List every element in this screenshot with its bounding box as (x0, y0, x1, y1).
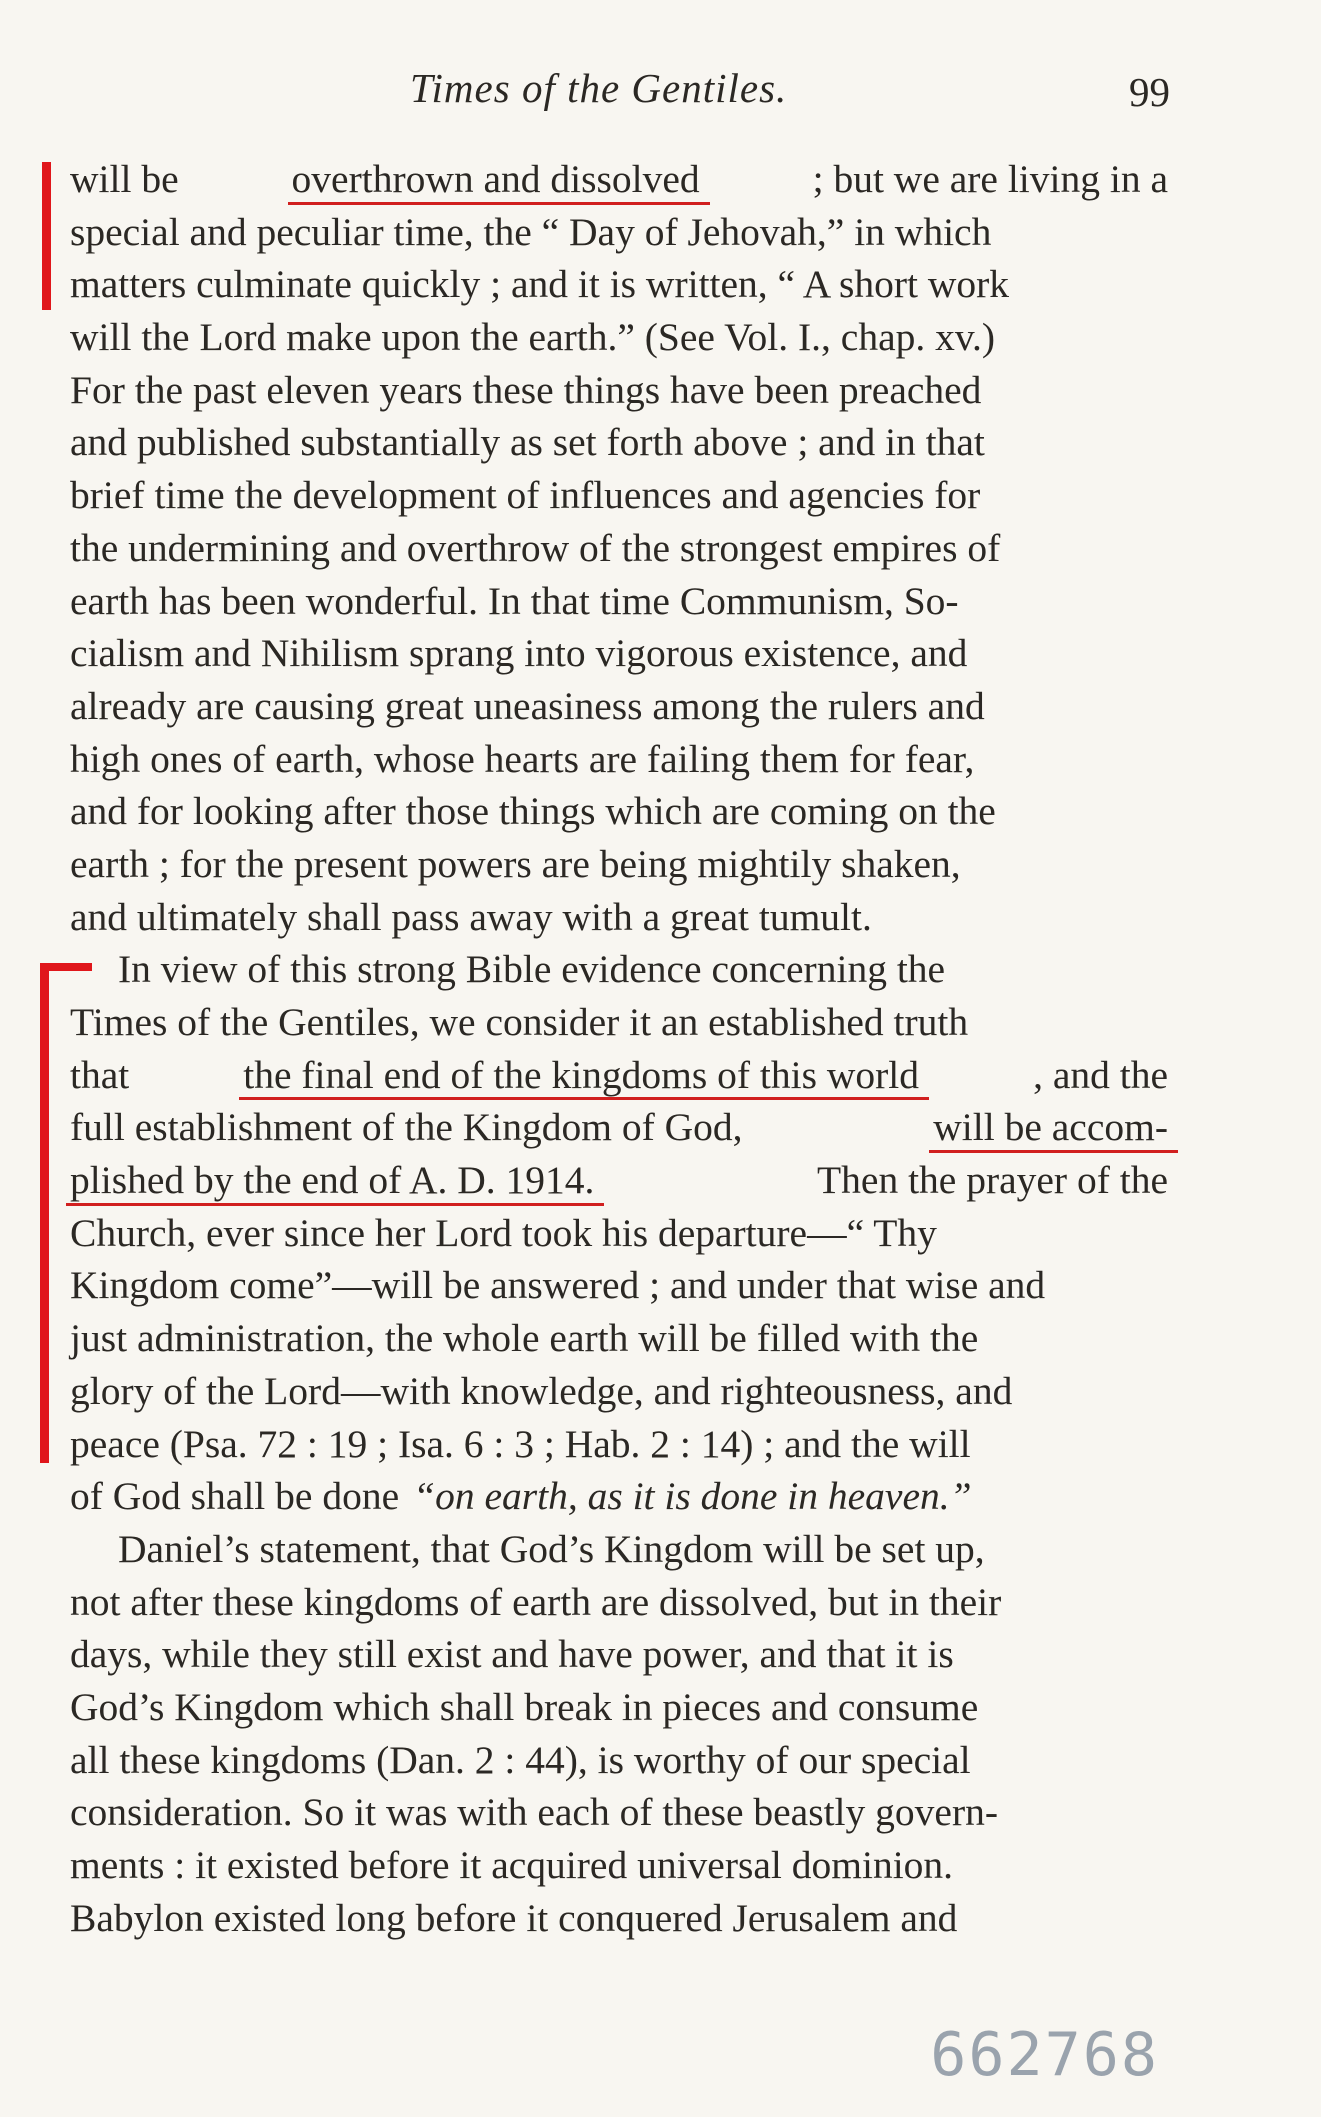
text-line (70, 364, 1168, 417)
text-segment: God’s Kingdom which shall break in pieces and consume (70, 1684, 979, 1729)
text-segment: the undermining and overthrow of the strongest empires of (70, 525, 1001, 570)
text-segment: and ultimately shall pass away with a great tumult. (70, 894, 872, 939)
text-segment: that (70, 1052, 130, 1097)
text-line (70, 1839, 1168, 1892)
paragraph-1 (70, 153, 1168, 943)
text-line (70, 1892, 1168, 1945)
text-segment: will the Lord make upon the earth.” (See Vol. I., chap. xv.) (70, 315, 996, 360)
text-line (70, 206, 1168, 259)
underlined-phrase: the final end of the kingdoms of this world (243, 1049, 919, 1102)
text-segment: brief time the development of influences and agencies for (70, 473, 981, 518)
text-segment: ments : it existed before it acquired universal dominion. (70, 1843, 954, 1887)
text-segment: glory of the Lord—with knowledge, and righteousness, and (70, 1368, 1013, 1413)
page-number: 99 (1129, 69, 1170, 115)
text-segment: special and peculiar time, the “ Day of Jehovah,” in which (70, 209, 992, 254)
underlined-phrase: will be accom- (933, 1101, 1168, 1154)
text-line (70, 311, 1168, 364)
text-line (70, 1312, 1168, 1365)
text-line (70, 416, 1168, 469)
text-segment: Kingdom come”—will be answered ; and under that wise and (70, 1263, 1046, 1308)
text-line (70, 1365, 1168, 1418)
library-stamp-number: 662768 (930, 2020, 1159, 2090)
text-segment: Daniel’s statement, that God’s Kingdom will be set up, (118, 1526, 985, 1571)
text-segment: all these kingdoms (Dan. 2 : 44), is worthy of our special (70, 1737, 971, 1782)
text-segment: For the past eleven years these things have been preached (70, 367, 982, 412)
text-segment: of God shall be done (70, 1474, 400, 1519)
text-line (70, 258, 1168, 311)
text-segment: not after these kingdoms of earth are dissolved, but in their (70, 1579, 1002, 1624)
text-line (70, 522, 1168, 575)
text-segment: days, while they still exist and have power, and that it is (70, 1632, 954, 1677)
text-segment: high ones of earth, whose hearts are failing them for fear, (70, 736, 975, 781)
text-line (70, 1154, 1168, 1207)
text-segment: Then the prayer of the (817, 1158, 1168, 1203)
text-line (70, 733, 1168, 786)
text-segment: and for looking after those things which are coming on the (70, 789, 996, 834)
italic-quote: “on earth, as it is done in heaven.” (413, 1474, 972, 1519)
text-line (70, 1523, 1168, 1576)
text-line (70, 1259, 1168, 1312)
running-title: Times of the Gentiles. (410, 65, 788, 111)
text-segment: ; but we are living in a (812, 157, 1168, 201)
text-line (70, 891, 1168, 944)
text-segment: Times of the Gentiles, we consider it an established truth (70, 1000, 969, 1044)
text-segment: will be (70, 157, 179, 201)
text-line (70, 1628, 1168, 1681)
text-segment: In view of this strong Bible evidence concerning the (118, 947, 946, 992)
text-segment: matters culminate quickly ; and it is written, “ A short work (70, 262, 1010, 307)
text-line (70, 1418, 1168, 1471)
margin-bar-top (42, 162, 51, 310)
text-segment: just administration, the whole earth will be filled with the (70, 1316, 979, 1361)
paragraph-2 (70, 943, 1168, 1523)
underlined-phrase: overthrown and dissolved (292, 153, 700, 206)
text-line (70, 1576, 1168, 1629)
text-segment: and published substantially as set forth above ; and in that (70, 420, 985, 465)
page-header (70, 64, 1170, 124)
text-line (70, 469, 1168, 522)
text-line (70, 943, 1168, 996)
text-line (70, 1049, 1168, 1102)
text-line (70, 1681, 1168, 1734)
text-segment: earth ; for the present powers are being mightily shaken, (70, 841, 961, 886)
text-line (70, 1786, 1168, 1839)
text-segment: , and the (1033, 1052, 1168, 1097)
text-segment: peace (Psa. 72 : 19 ; Isa. 6 : 3 ; Hab. 2 : 14) ; and the will (70, 1421, 971, 1466)
text-segment: consideration. So it was with each of these beastly govern- (70, 1790, 998, 1835)
text-line (70, 838, 1168, 891)
paragraph-3 (70, 1523, 1168, 1945)
text-segment: cialism and Nihilism sprang into vigorous existence, and (70, 631, 968, 676)
text-line (70, 1207, 1168, 1260)
underlined-phrase: plished by the end of A. D. 1914. (70, 1154, 594, 1207)
body-text (70, 153, 1168, 1944)
text-segment: Babylon existed long before it conquered Jerusalem and (70, 1895, 958, 1940)
text-segment: full establishment of the Kingdom of God, (70, 1105, 743, 1150)
margin-bracket-vertical (40, 963, 49, 1463)
text-line (70, 680, 1168, 733)
text-segment: earth has been wonderful. In that time Communism, So- (70, 578, 959, 623)
text-line (70, 785, 1168, 838)
text-line (70, 1101, 1168, 1154)
text-line (70, 996, 1168, 1049)
text-line (70, 1734, 1168, 1787)
text-line (70, 575, 1168, 628)
text-segment: Church, ever since her Lord took his departure—“ Thy (70, 1210, 937, 1255)
text-line (70, 1470, 1168, 1523)
text-segment: already are causing great uneasiness among the rulers and (70, 683, 985, 728)
text-line (70, 153, 1168, 206)
text-line (70, 627, 1168, 680)
